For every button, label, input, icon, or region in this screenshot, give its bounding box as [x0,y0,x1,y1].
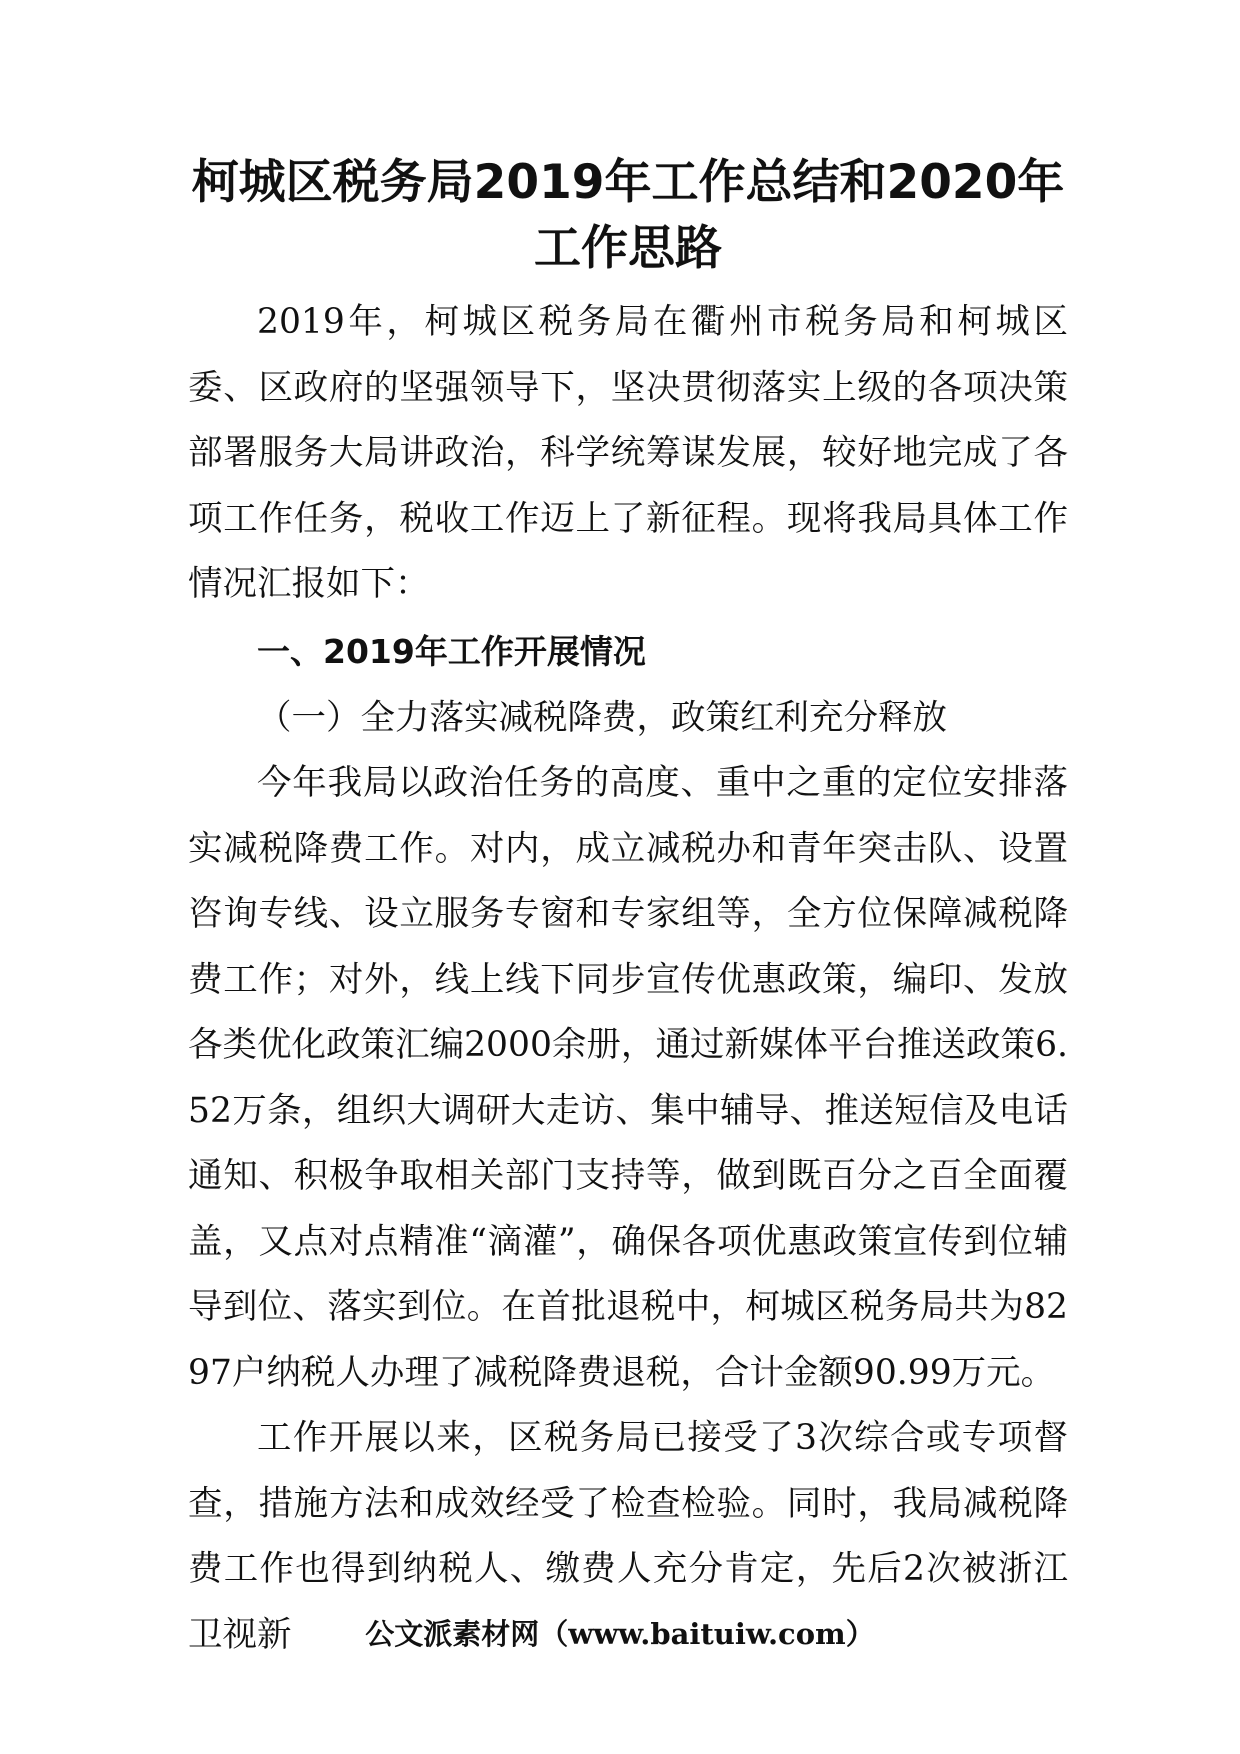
document-title: 柯城区税务局2019年工作总结和2020年工作思路 [191,155,1065,276]
footer-watermark: 公文派素材网（www.baituiw.com） [365,1617,875,1651]
document-page [188,150,1068,1668]
body-paragraph-2: 工作开展以来，区税务局已接受了3次综合或专项督查，措施方法和成效经受了检查检验。同时，我局减税降费工作也得到纳税人、缴费人充分肯定，先后2次被浙江卫视新 [188,1418,1068,1655]
subsection-heading-1: （一）全力落实减税降费，政策红利充分释放 [257,697,947,738]
section-heading-1: 一、2019年工作开展情况 [257,631,646,671]
body-paragraph-1: 今年我局以政治任务的高度、重中之重的定位安排落实减税降费工作。对内，成立减税办和青年突击队、设置咨询专线、设立服务专窗和专家组等，全方位保障减税降费工作；对外，线上线下同步宣传优惠政策，编印、发放各类优化政策汇编2000余册，通过新媒体平台推送政策6.52万条，组织大调研大走访、集中辅导、推送短信及电话通知、积极争取相关部门支持等，做到既百分之百全面覆盖，又点对点精准“滴灌”，确保各项优惠政策宣传到位辅导到位、落实到位。在首批退税中，柯城区税务局共为8297户纳税人办理了减税降费退税，合计金额90.99万元。 [188,763,1068,1393]
intro-paragraph: 2019年，柯城区税务局在衢州市税务局和柯城区委、区政府的坚强领导下，坚决贯彻落实上级的各项决策部署服务大局讲政治，科学统筹谋发展，较好地完成了各项工作任务，税收工作迈上了新征程。现将我局具体工作情况汇报如下： [188,302,1068,604]
